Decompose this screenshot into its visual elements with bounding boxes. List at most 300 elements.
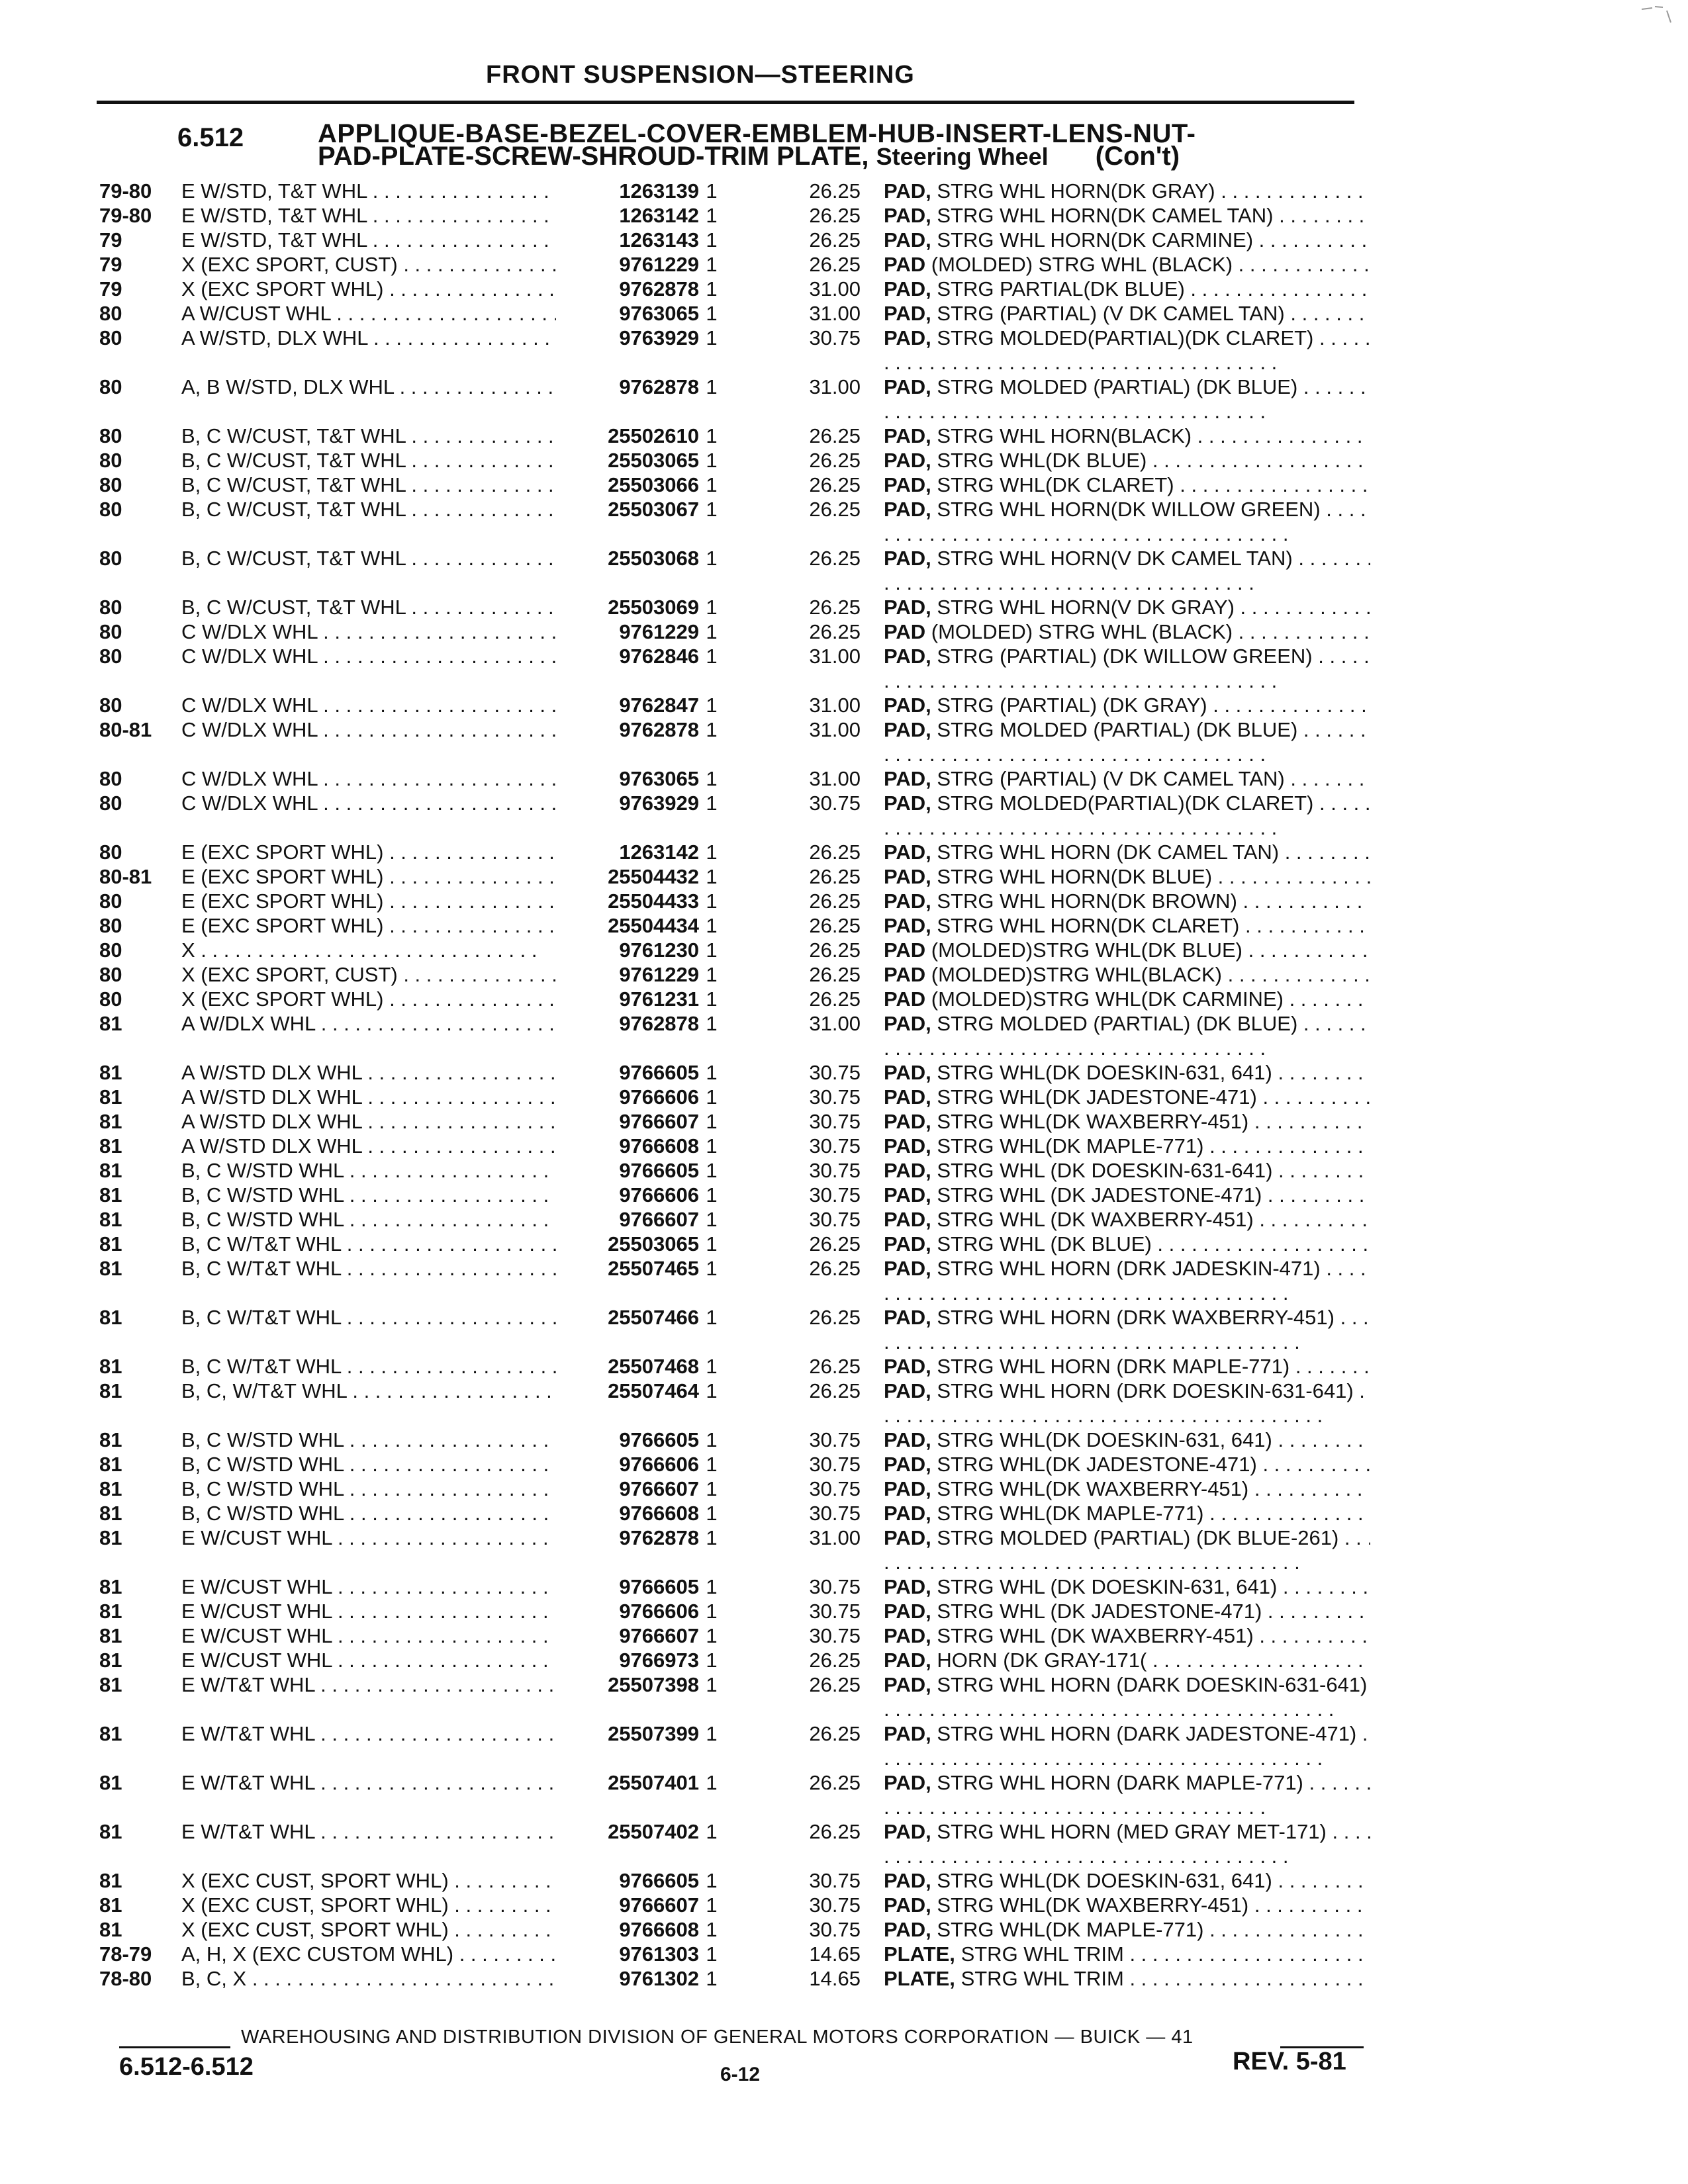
price-cell: 26.25 — [809, 547, 861, 570]
description-lead: PAD, — [884, 596, 931, 619]
year-cell: 81 — [99, 1918, 122, 1941]
part-number-cell: 9761229 — [556, 619, 699, 644]
application-cell: A, B W/STD, DLX WHL . . . — [181, 375, 638, 399]
description-lead: PAD, — [884, 1893, 931, 1917]
application-cell: B, C W/STD WHL . . . — [181, 1452, 638, 1477]
application-cell: E W/CUST WHL . . . — [181, 1525, 638, 1550]
part-row — [99, 1623, 1370, 1648]
description-text: STRG WHL(DK WAXBERRY-451) . . . — [884, 1893, 1363, 1917]
description-lead: PAD, — [884, 1183, 931, 1206]
part-row — [99, 497, 1370, 546]
part-number-cell: 9766607 — [556, 1109, 699, 1134]
application-cell: C W/DLX WHL . . . — [181, 644, 638, 668]
part-number-cell: 9766608 — [556, 1501, 699, 1525]
year-cell: 81 — [99, 1771, 122, 1794]
year-cell: 81 — [99, 1624, 122, 1647]
application-cell: A W/CUST WHL . . . — [181, 301, 638, 326]
part-number-cell: 25503067 — [556, 497, 699, 522]
price-cell: 26.25 — [809, 498, 861, 521]
price-cell: 26.25 — [809, 1673, 861, 1696]
description-lead: PAD, — [884, 1477, 931, 1500]
price-cell: 26.25 — [809, 179, 861, 203]
part-row — [99, 448, 1370, 473]
application-cell: E W/T&T WHL . . . — [181, 1770, 638, 1795]
price-cell: 31.00 — [809, 718, 861, 741]
description-lead: PAD, — [884, 1771, 931, 1794]
quantity-cell: 1 — [706, 620, 718, 643]
quantity-cell: 1 — [706, 1502, 718, 1525]
description-text: HORN (DK GRAY-171( . . . — [884, 1649, 1364, 1672]
part-number-cell: 9763929 — [556, 326, 699, 350]
year-cell: 80 — [99, 596, 122, 619]
year-cell: 80 — [99, 792, 122, 815]
quantity-cell: 1 — [706, 596, 718, 619]
year-cell: 78-79 — [99, 1942, 152, 1966]
application-cell: E (EXC SPORT WHL) . . . — [181, 913, 638, 938]
part-row — [99, 1183, 1370, 1207]
description-text: STRG WHL HORN (DRK DOESKIN-631-641) . . . — [884, 1379, 1365, 1427]
description-text: STRG WHL HORN (DRK JADESKIN-471) . . . — [884, 1257, 1366, 1304]
description-lead: PAD, — [884, 498, 931, 521]
quantity-cell: 1 — [706, 1183, 718, 1206]
group-title-line1: APPLIQUE-BASE-BEZEL-COVER-EMBLEM-HUB-INSERT-LENS-NUT- — [318, 119, 1196, 148]
continued-label: (Con't) — [1095, 142, 1180, 171]
part-row — [99, 595, 1370, 619]
description-cell — [884, 889, 1370, 913]
part-number-cell: 9766606 — [556, 1085, 699, 1109]
quantity-cell: 1 — [706, 1649, 718, 1672]
quantity-cell: 1 — [706, 987, 718, 1011]
application-cell: X (EXC CUST, SPORT WHL) . . . — [181, 1893, 638, 1917]
group-title-sub: Steering Wheel — [876, 143, 1049, 170]
description-text: STRG WHL HORN (DARK MAPLE-771) . . . — [884, 1771, 1370, 1819]
quantity-cell: 1 — [706, 1967, 718, 1990]
price-cell: 26.25 — [809, 1257, 861, 1280]
part-number-cell: 25507402 — [556, 1819, 699, 1844]
description-cell — [884, 1525, 1370, 1574]
description-text: STRG WHL(DK MAPLE-771) . . . — [884, 1502, 1364, 1525]
description-lead: PAD, — [884, 547, 931, 570]
application-cell: B, C W/STD WHL . . . — [181, 1501, 638, 1525]
application-cell: E W/T&T WHL . . . — [181, 1721, 638, 1746]
part-row — [99, 1158, 1370, 1183]
description-lead: PAD, — [884, 1820, 931, 1843]
application-cell: B, C W/T&T WHL . . . — [181, 1232, 638, 1256]
quantity-cell: 1 — [706, 326, 718, 349]
quantity-cell: 1 — [706, 1428, 718, 1451]
description-text: STRG WHL HORN(DK BLUE) . . . — [884, 865, 1370, 889]
part-number-cell: 25507466 — [556, 1305, 699, 1330]
part-row — [99, 1452, 1370, 1477]
description-lead: PAD, — [884, 1453, 931, 1476]
year-cell: 81 — [99, 1134, 122, 1158]
description-text: STRG WHL HORN(BLACK) . . . — [884, 424, 1362, 448]
description-lead: PAD — [884, 938, 926, 962]
quantity-cell: 1 — [706, 375, 718, 398]
description-lead: PAD, — [884, 302, 931, 325]
description-lead: PAD — [884, 987, 926, 1011]
year-cell: 81 — [99, 1673, 122, 1696]
description-text: STRG WHL HORN (MED GRAY MET-171) . . . — [884, 1820, 1370, 1868]
price-cell: 30.75 — [809, 1918, 861, 1941]
part-number-cell: 9766973 — [556, 1648, 699, 1672]
description-lead: PAD, — [884, 1575, 931, 1598]
part-number-cell: 25503065 — [556, 448, 699, 473]
part-row — [99, 1672, 1370, 1721]
description-lead: PAD — [884, 253, 926, 276]
year-cell: 81 — [99, 1575, 122, 1598]
description-cell — [884, 938, 1370, 962]
description-lead: PAD, — [884, 1232, 931, 1255]
quantity-cell: 1 — [706, 694, 718, 717]
price-cell: 31.00 — [809, 767, 861, 790]
quantity-cell: 1 — [706, 1600, 718, 1623]
year-cell: 79-80 — [99, 179, 152, 203]
quantity-cell: 1 — [706, 865, 718, 888]
part-row — [99, 1428, 1370, 1452]
description-cell — [884, 497, 1370, 546]
description-lead: PAD, — [884, 1306, 931, 1329]
description-cell — [884, 619, 1370, 644]
description-cell — [884, 1085, 1370, 1109]
description-lead: PAD, — [884, 1208, 931, 1231]
application-cell: B, C, W/T&T WHL . . . — [181, 1379, 638, 1403]
year-cell: 81 — [99, 1183, 122, 1206]
year-cell: 79-80 — [99, 204, 152, 227]
year-cell: 81 — [99, 1061, 122, 1084]
description-text: STRG WHL (DK BLUE) . . . — [884, 1232, 1368, 1256]
part-row — [99, 1966, 1370, 1991]
description-lead: PAD, — [884, 1012, 931, 1035]
description-lead: PAD, — [884, 1502, 931, 1525]
year-cell: 81 — [99, 1722, 122, 1745]
description-lead: PAD — [884, 620, 926, 643]
description-lead: PAD, — [884, 1379, 931, 1402]
description-cell — [884, 840, 1370, 864]
description-cell — [884, 1011, 1370, 1060]
description-cell — [884, 546, 1370, 595]
description-cell — [884, 1648, 1370, 1672]
quantity-cell: 1 — [706, 1893, 718, 1917]
year-cell: 81 — [99, 1355, 122, 1378]
year-cell: 81 — [99, 1379, 122, 1402]
description-cell — [884, 473, 1370, 497]
year-cell: 81 — [99, 1428, 122, 1451]
part-number-cell: 25507398 — [556, 1672, 699, 1697]
part-number-cell: 9766606 — [556, 1599, 699, 1623]
year-cell: 81 — [99, 1159, 122, 1182]
quantity-cell: 1 — [706, 889, 718, 913]
part-row — [99, 889, 1370, 913]
description-text: STRG WHL(DK DOESKIN-631, 641) . . . — [884, 1428, 1364, 1452]
year-cell: 81 — [99, 1208, 122, 1231]
part-number-cell: 25504434 — [556, 913, 699, 938]
price-cell: 14.65 — [809, 1942, 861, 1966]
description-lead: PAD, — [884, 1600, 931, 1623]
application-cell: X (EXC CUST, SPORT WHL) . . . — [181, 1917, 638, 1942]
application-cell: A W/STD DLX WHL . . . — [181, 1134, 638, 1158]
part-row — [99, 864, 1370, 889]
application-cell: E W/STD, T&T WHL . . . — [181, 203, 638, 228]
description-text: STRG (PARTIAL) (V DK CAMEL TAN) . . . — [884, 767, 1364, 791]
year-cell: 81 — [99, 1600, 122, 1623]
part-row — [99, 1648, 1370, 1672]
part-number-cell: 9766605 — [556, 1574, 699, 1599]
quantity-cell: 1 — [706, 1355, 718, 1378]
description-text: STRG WHL(DK WAXBERRY-451) . . . — [884, 1477, 1363, 1501]
quantity-cell: 1 — [706, 1673, 718, 1696]
application-cell: E (EXC SPORT WHL) . . . — [181, 889, 638, 913]
year-cell: 80-81 — [99, 718, 152, 741]
part-row — [99, 1109, 1370, 1134]
description-lead: PLATE, — [884, 1967, 955, 1990]
description-text: STRG MOLDED (PARTIAL) (DK BLUE) . . . — [884, 375, 1366, 423]
price-cell: 26.25 — [809, 204, 861, 227]
description-lead: PAD, — [884, 228, 931, 251]
part-number-cell: 25507468 — [556, 1354, 699, 1379]
application-cell: A W/DLX WHL . . . — [181, 1011, 638, 1036]
part-row — [99, 938, 1370, 962]
description-text: STRG WHL (DK JADESTONE-471) . . . — [884, 1600, 1364, 1623]
description-lead: PAD, — [884, 1355, 931, 1378]
part-number-cell: 25503068 — [556, 546, 699, 570]
price-cell: 31.00 — [809, 1526, 861, 1549]
part-row — [99, 1868, 1370, 1893]
year-cell: 80 — [99, 620, 122, 643]
price-cell: 26.25 — [809, 228, 861, 251]
part-number-cell: 9766607 — [556, 1623, 699, 1648]
description-text: STRG WHL HORN(V DK CAMEL TAN) . . . — [884, 547, 1370, 594]
quantity-cell: 1 — [706, 1453, 718, 1476]
year-cell: 81 — [99, 1306, 122, 1329]
description-cell — [884, 864, 1370, 889]
quantity-cell: 1 — [706, 179, 718, 203]
description-cell — [884, 1134, 1370, 1158]
quantity-cell: 1 — [706, 547, 718, 570]
quantity-cell: 1 — [706, 938, 718, 962]
part-number-cell: 9763065 — [556, 301, 699, 326]
description-text: STRG (PARTIAL) (DK WILLOW GREEN) . . . — [884, 645, 1370, 692]
description-text: (MOLDED)STRG WHL(BLACK) . . . — [884, 963, 1370, 987]
price-cell: 26.25 — [809, 620, 861, 643]
description-cell — [884, 1232, 1370, 1256]
footer-page-number: 6-12 — [720, 2064, 761, 2085]
application-cell: X (EXC SPORT, CUST) . . . — [181, 962, 638, 987]
group-number: 6.512 — [177, 123, 244, 152]
description-cell — [884, 1109, 1370, 1134]
application-cell: C W/DLX WHL . . . — [181, 693, 638, 717]
description-cell — [884, 375, 1370, 424]
description-lead: PAD, — [884, 1649, 931, 1672]
description-cell — [884, 987, 1370, 1011]
quantity-cell: 1 — [706, 1257, 718, 1280]
description-text: STRG WHL HORN (DRK MAPLE-771) . . . — [884, 1355, 1370, 1379]
price-cell: 14.65 — [809, 1967, 861, 1990]
price-cell: 26.25 — [809, 963, 861, 986]
description-lead: PAD, — [884, 1085, 931, 1109]
price-cell: 30.75 — [809, 1110, 861, 1133]
part-row — [99, 1232, 1370, 1256]
quantity-cell: 1 — [706, 841, 718, 864]
quantity-cell: 1 — [706, 1722, 718, 1745]
quantity-cell: 1 — [706, 1624, 718, 1647]
description-cell — [884, 1770, 1370, 1819]
part-number-cell: 25504432 — [556, 864, 699, 889]
application-cell: B, C W/STD WHL . . . — [181, 1428, 638, 1452]
part-row — [99, 619, 1370, 644]
application-cell: B, C W/T&T WHL . . . — [181, 1305, 638, 1330]
part-number-cell: 9761303 — [556, 1942, 699, 1966]
price-cell: 30.75 — [809, 1085, 861, 1109]
description-cell — [884, 644, 1370, 693]
part-number-cell: 9761229 — [556, 252, 699, 277]
year-cell: 79 — [99, 228, 122, 251]
application-cell: A, H, X (EXC CUSTOM WHL) . . . — [181, 1942, 638, 1966]
quantity-cell: 1 — [706, 424, 718, 447]
application-cell: E W/STD, T&T WHL . . . — [181, 228, 638, 252]
description-lead: PAD, — [884, 375, 931, 398]
part-number-cell: 9762878 — [556, 1525, 699, 1550]
part-row — [99, 424, 1370, 448]
quantity-cell: 1 — [706, 767, 718, 790]
price-cell: 31.00 — [809, 694, 861, 717]
quantity-cell: 1 — [706, 792, 718, 815]
footer-revision: REV. 5-81 — [1233, 2048, 1346, 2075]
year-cell: 81 — [99, 1012, 122, 1035]
quantity-cell: 1 — [706, 1918, 718, 1941]
price-cell: 30.75 — [809, 1575, 861, 1598]
price-cell: 26.25 — [809, 841, 861, 864]
price-cell: 30.75 — [809, 1502, 861, 1525]
price-cell: 26.25 — [809, 914, 861, 937]
price-cell: 30.75 — [809, 1453, 861, 1476]
description-cell — [884, 228, 1370, 252]
application-cell: B, C W/STD WHL . . . — [181, 1158, 638, 1183]
part-number-cell: 25504433 — [556, 889, 699, 913]
year-cell: 81 — [99, 1893, 122, 1917]
description-text: STRG MOLDED(PARTIAL)(DK CLARET) . . . — [884, 326, 1370, 374]
description-text: (MOLDED) STRG WHL (BLACK) . . . — [884, 620, 1370, 644]
price-cell: 26.25 — [809, 889, 861, 913]
part-row — [99, 1574, 1370, 1599]
part-number-cell: 1263142 — [556, 840, 699, 864]
description-cell — [884, 595, 1370, 619]
quantity-cell: 1 — [706, 963, 718, 986]
description-cell — [884, 1574, 1370, 1599]
section-title: FRONT SUSPENSION—STEERING — [486, 61, 915, 89]
price-cell: 30.75 — [809, 1477, 861, 1500]
description-text: STRG (PARTIAL) (DK GRAY) . . . — [884, 694, 1367, 717]
part-row — [99, 1893, 1370, 1917]
part-row — [99, 840, 1370, 864]
description-lead: PAD, — [884, 449, 931, 472]
year-cell: 79 — [99, 253, 122, 276]
application-cell: X (EXC SPORT WHL) . . . — [181, 277, 638, 301]
description-text: STRG WHL TRIM . . . — [884, 1942, 1364, 1966]
description-lead: PAD, — [884, 792, 931, 815]
application-cell: B, C W/T&T WHL . . . — [181, 1256, 638, 1281]
application-cell: X (EXC SPORT WHL) . . . — [181, 987, 638, 1011]
description-text: STRG WHL HORN(DK BROWN) . . . — [884, 889, 1362, 913]
description-text: STRG MOLDED (PARTIAL) (DK BLUE-261) . . . — [884, 1526, 1370, 1574]
part-number-cell: 9766605 — [556, 1428, 699, 1452]
description-cell — [884, 766, 1370, 791]
price-cell: 26.25 — [809, 1771, 861, 1794]
quantity-cell: 1 — [706, 1379, 718, 1402]
part-row — [99, 1354, 1370, 1379]
quantity-cell: 1 — [706, 1869, 718, 1892]
description-text: STRG WHL HORN (DRK WAXBERRY-451) . . . — [884, 1306, 1369, 1353]
description-cell — [884, 326, 1370, 375]
description-cell — [884, 277, 1370, 301]
part-row — [99, 1011, 1370, 1060]
description-cell — [884, 1305, 1370, 1354]
description-text: (MOLDED)STRG WHL(DK BLUE) . . . — [884, 938, 1368, 962]
description-text: STRG WHL (DK DOESKIN-631, 641) . . . — [884, 1575, 1368, 1599]
part-number-cell: 25507464 — [556, 1379, 699, 1403]
description-text: STRG WHL HORN(DK GRAY) . . . — [884, 179, 1364, 203]
description-cell — [884, 1354, 1370, 1379]
description-lead: PAD, — [884, 841, 931, 864]
part-number-cell: 9766607 — [556, 1477, 699, 1501]
description-text: STRG WHL HORN(DK WILLOW GREEN) . . . — [884, 498, 1366, 545]
year-cell: 80 — [99, 449, 122, 472]
description-cell — [884, 962, 1370, 987]
year-cell: 80 — [99, 987, 122, 1011]
quantity-cell: 1 — [706, 1575, 718, 1598]
description-lead: PAD, — [884, 1134, 931, 1158]
application-cell: C W/DLX WHL . . . — [181, 791, 638, 815]
price-cell: 26.25 — [809, 424, 861, 447]
description-cell — [884, 1819, 1370, 1868]
price-cell: 30.75 — [809, 1600, 861, 1623]
part-row — [99, 473, 1370, 497]
year-cell: 81 — [99, 1232, 122, 1255]
year-cell: 81 — [99, 1085, 122, 1109]
price-cell: 26.25 — [809, 938, 861, 962]
part-number-cell: 9762847 — [556, 693, 699, 717]
price-cell: 30.75 — [809, 1869, 861, 1892]
application-cell: B, C W/CUST, T&T WHL . . . — [181, 473, 638, 497]
application-cell: B, C W/STD WHL . . . — [181, 1207, 638, 1232]
application-cell: B, C W/CUST, T&T WHL . . . — [181, 595, 638, 619]
part-row — [99, 277, 1370, 301]
description-cell — [884, 1060, 1370, 1085]
application-cell: B, C W/STD WHL . . . — [181, 1183, 638, 1207]
header-rule — [97, 101, 1354, 104]
year-cell: 80 — [99, 963, 122, 986]
description-cell — [884, 1428, 1370, 1452]
application-cell: B, C, X . . . — [181, 1966, 638, 1991]
footer-division-text: WAREHOUSING AND DISTRIBUTION DIVISION OF GENERAL MOTORS CORPORATION — BUICK — 41 — [241, 2026, 1194, 2048]
price-cell: 26.25 — [809, 1722, 861, 1745]
part-row — [99, 1501, 1370, 1525]
description-cell — [884, 1868, 1370, 1893]
description-cell — [884, 301, 1370, 326]
application-cell: A W/STD, DLX WHL . . . — [181, 326, 638, 350]
quantity-cell: 1 — [706, 204, 718, 227]
application-cell: C W/DLX WHL . . . — [181, 717, 638, 742]
description-lead: PAD, — [884, 1673, 931, 1696]
part-number-cell: 1263142 — [556, 203, 699, 228]
year-cell: 79 — [99, 277, 122, 300]
description-cell — [884, 693, 1370, 717]
year-cell: 80 — [99, 841, 122, 864]
description-text: (MOLDED)STRG WHL(DK CARMINE) . . . — [884, 987, 1364, 1011]
year-cell: 80-81 — [99, 865, 152, 888]
description-lead: PAD, — [884, 1110, 931, 1133]
application-cell: A W/STD DLX WHL . . . — [181, 1085, 638, 1109]
